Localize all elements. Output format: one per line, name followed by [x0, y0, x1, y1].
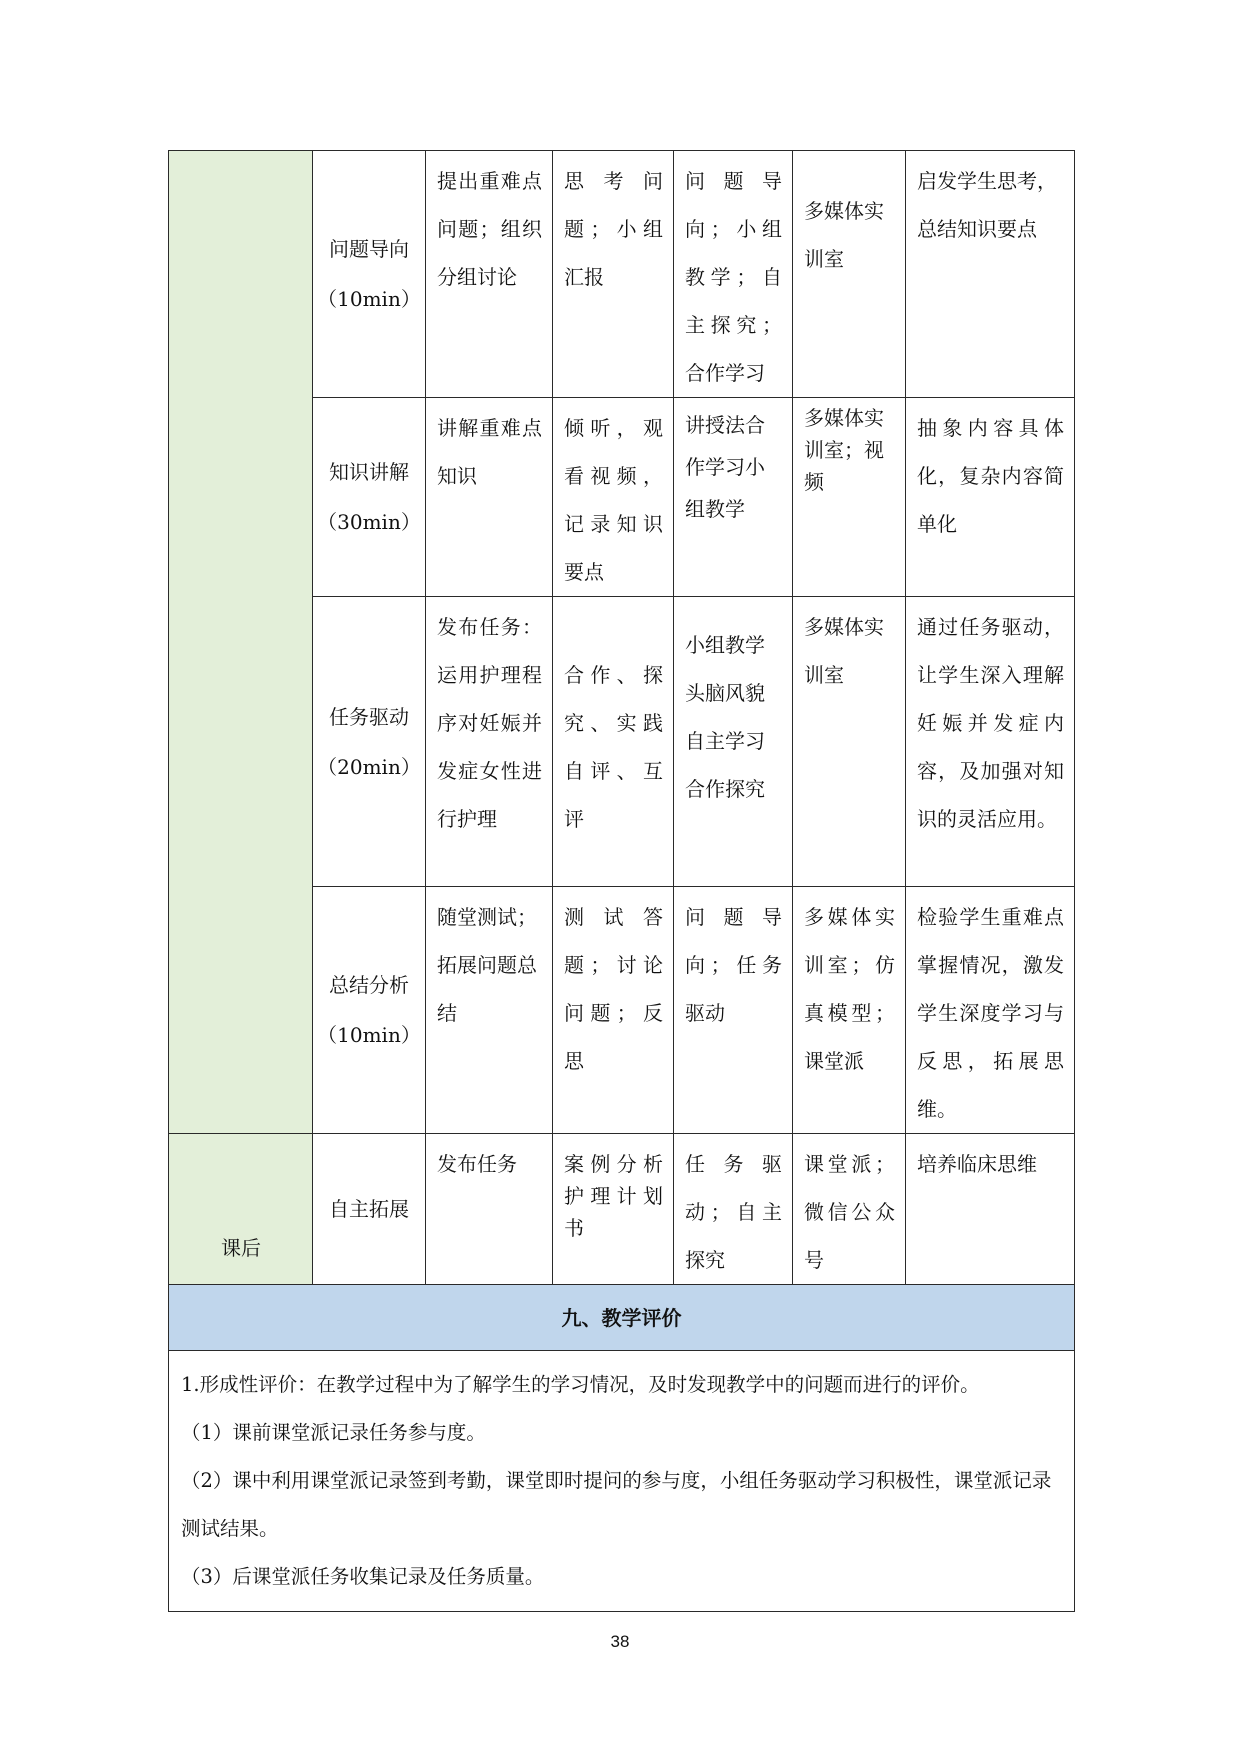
stage-label: 课后 — [221, 1236, 261, 1260]
phase-name: 问题导向 — [329, 237, 409, 261]
page-number: 38 — [610, 1632, 630, 1651]
teacher-activity: 提出重难点问题；组织分组讨论 — [426, 151, 553, 398]
student-activity: 合作、探究、实践自评、互评 — [553, 597, 674, 887]
table-row — [169, 151, 1075, 398]
phase-name: 知识讲解 — [329, 460, 409, 484]
evaluation-intro: 1.形成性评价：在教学过程中为了解学生的学习情况，及时发现教学中的问题而进行的评价。 — [181, 1373, 980, 1396]
phase-name: 自主拓展 — [329, 1197, 409, 1221]
phase-name: 总结分析 — [329, 973, 409, 997]
teacher-activity: 发布任务：运用护理程序对妊娠并发症女性进行护理 — [426, 597, 553, 887]
teaching-resource: 多媒体实训室；视频 — [793, 398, 906, 597]
student-activity: 思考问题；小组汇报 — [553, 151, 674, 398]
section-header-row — [169, 1285, 1075, 1351]
lesson-plan-table — [168, 150, 1075, 1612]
design-intent: 检验学生重难点掌握情况，激发学生深度学习与反思，拓展思维。 — [906, 887, 1075, 1134]
phase-cell — [313, 151, 426, 398]
teacher-activity: 发布任务 — [426, 1134, 553, 1285]
evaluation-item: （1）课前课堂派记录任务参与度。 — [181, 1421, 486, 1444]
evaluation-body — [169, 1351, 1075, 1612]
teaching-method: 问题导向；任务驱动 — [674, 887, 793, 1134]
student-activity: 案例分析护理计划书 — [553, 1134, 674, 1285]
phase-time: （20min） — [317, 754, 421, 779]
phase-time: （10min） — [317, 287, 421, 311]
phase-name: 任务驱动 — [329, 704, 409, 729]
design-intent: 启发学生思考，总结知识要点 — [906, 151, 1075, 398]
teaching-method: 问题导向；小组教学；自主探究；合作学习 — [674, 151, 793, 398]
phase-cell — [313, 398, 426, 597]
evaluation-row — [169, 1351, 1075, 1612]
section-heading: 九、教学评价 — [169, 1285, 1075, 1351]
design-intent: 培养临床思维 — [906, 1134, 1075, 1285]
phase-time: （10min） — [317, 1023, 421, 1047]
evaluation-item: （3）后课堂派任务收集记录及任务质量。 — [181, 1565, 545, 1588]
teaching-resource: 多媒体实训室；仿真模型；课堂派 — [793, 887, 906, 1134]
teaching-method: 任务驱动；自主探究 — [674, 1134, 793, 1285]
teaching-resource: 多媒体实训室 — [793, 151, 906, 398]
design-intent: 通过任务驱动，让学生深入理解妊娠并发症内容，及加强对知识的灵活应用。 — [906, 597, 1075, 887]
teaching-method: 讲授法合作学习小组教学 — [674, 398, 793, 597]
teaching-resource: 课堂派；微信公众号 — [793, 1134, 906, 1285]
teacher-activity: 讲解重难点知识 — [426, 398, 553, 597]
teacher-activity: 随堂测试；拓展问题总结 — [426, 887, 553, 1134]
phase-cell — [313, 887, 426, 1134]
student-activity: 测试答题；讨论问题；反思 — [553, 887, 674, 1134]
teaching-method: 小组教学头脑风貌自主学习合作探究 — [674, 597, 793, 887]
table-row — [169, 1134, 1075, 1285]
phase-cell — [313, 597, 426, 887]
stage-cell-after-class — [169, 1134, 313, 1285]
evaluation-item: （2）课中利用课堂派记录签到考勤，课堂即时提问的参与度，小组任务驱动学习积极性，课堂派记录测试结果。 — [181, 1469, 1052, 1540]
design-intent: 抽象内容具体化，复杂内容简单化 — [906, 398, 1075, 597]
phase-time: （30min） — [317, 510, 421, 534]
teaching-resource: 多媒体实训室 — [793, 597, 906, 887]
student-activity: 倾听，观看视频，记录知识要点 — [553, 398, 674, 597]
phase-cell — [313, 1134, 426, 1285]
stage-cell-in-class — [169, 151, 313, 1134]
